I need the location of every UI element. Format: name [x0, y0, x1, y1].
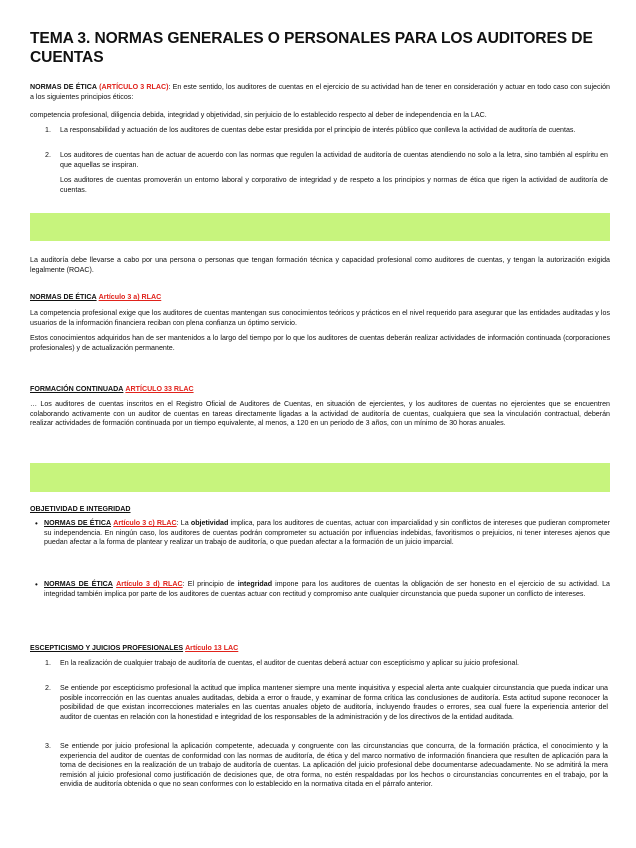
training-heading-ref: ARTÍCULO 33 RLAC	[125, 385, 194, 393]
intro-item-2-text: Los auditores de cuentas han de actuar de acuerdo con las normas que regulen la actividad de auditoría de cuentas atendiendo no solo a la letra, sino también al espíritu en que aquellas se inspiran.	[60, 151, 608, 169]
intro-ref: (ARTÍCULO 3 RLAC)	[99, 83, 169, 91]
objectivity-bullet-1	[44, 519, 610, 548]
ethics-paragraph-1: La competencia profesional exige que los auditores de cuentas mantengan sus conocimientos teóricos y prácticos en el nivel requerido para asegurar que las entidades auditadas y los usuarios de la información financiera reciban con plena confianza un óptimo servicio.	[30, 309, 610, 327]
intro-label: NORMAS DE ÉTICA	[30, 83, 97, 91]
objectivity-bullet-1-label: NORMAS DE ÉTICA	[44, 519, 112, 527]
skepticism-item-1-number: 1.	[45, 659, 51, 667]
intro-item-2-number: 2.	[45, 151, 51, 159]
intro-extra-text: Los auditores de cuentas promoverán un entorno laboral y corporativo de integridad y de respeto a los principios y normas de ética que rigen la actividad de auditoría de cuentas.	[60, 176, 608, 194]
intro-item-1-number: 1.	[45, 126, 51, 134]
bullet-icon: •	[35, 519, 38, 528]
ethics-heading	[30, 293, 610, 303]
objectivity-heading: OBJETIVIDAD E INTEGRIDAD	[30, 505, 131, 513]
training-heading-label: FORMACIÓN CONTINUADA	[30, 385, 124, 393]
objectivity-bullet-2-ref: Artículo 3 d) RLAC	[116, 580, 183, 588]
objectivity-bullet-1-text: implica, para los auditores de cuentas, actuar con imparcialidad y sin conflictos de intereses que pudieran comprometer su independencia. En ningún caso, los auditores de cuentas podrán comprometer su actuación por influencias indebidas, favoritismos o prejuicios, ni tener intereses ajenos que puedan afectar a la forma de plantear y realizar un trabajo de auditoría, o que puedan afectar a la formación de un juicio imparcial.	[44, 519, 610, 547]
training-paragraph: … Los auditores de cuentas inscritos en el Registro Oficial de Auditores de Cuentas, en situación de ejercientes, y los auditores de cuentas no ejercientes que se encuentren colaborando activamente con un auditor de cuentas en tareas directamente ligadas a la actividad de auditoría de cuentas, cualquiera que sea la vinculación contractual, deberán realizar actividades de formación continuada por un tiempo equivalente, al menos, a 120 en un periodo de 3 años, con un mínimo de 30 horas anuales.	[30, 400, 610, 428]
highlight-band	[30, 213, 610, 241]
skepticism-item-2-number: 2.	[45, 684, 51, 692]
bullet-icon: •	[35, 580, 38, 589]
objectivity-bullet-2-text: impone para los auditores de cuentas la obligación de ser honesto en el ejercicio de su actividad. La integridad también implica por parte de los auditores de cuentas actuar con rectitud y compromiso ante cualquier circunstancia que pueda suponer un conflicto de intereses.	[44, 580, 610, 598]
skepticism-item-1-text: En la realización de cualquier trabajo de auditoría de cuentas, el auditor de cuentas deberá actuar con escepticismo y aplicar su juicio profesional.	[60, 659, 520, 667]
highlight-band	[30, 463, 610, 492]
objectivity-bullet-2-key: integridad	[237, 580, 273, 588]
ethics-heading-ref: Artículo 3 a) RLAC	[98, 293, 162, 301]
ethics-paragraph-2: Estos conocimientos adquiridos han de ser mantenidos a lo largo del tiempo por lo que los auditores de cuentas deberán realizar actividades de información continuada (corporaciones profesionales) y de actualización permanente.	[30, 334, 610, 352]
training-heading	[30, 385, 610, 395]
objectivity-bullet-1-key: objetividad	[190, 519, 229, 527]
intro-principles: competencia profesional, diligencia debida, integridad y objetividad, sin perjuicio de lo establecido respecto al deber de independencia en la LAC.	[30, 111, 487, 119]
skepticism-heading	[30, 644, 610, 654]
ethics-heading-label: NORMAS DE ÉTICA	[30, 293, 97, 301]
skepticism-heading-label: ESCEPTICISMO Y JUICIOS PROFESIONALES	[30, 644, 184, 652]
intro-paragraph	[30, 83, 610, 102]
objectivity-bullet-2-sep: : El principio de	[182, 580, 238, 588]
audit-paragraph: La auditoría debe llevarse a cabo por una persona o personas que tengan formación técnica y capacidad profesional como auditores de cuentas, y tengan la autorización exigida legalmente (ROAC).	[30, 256, 610, 274]
page-title: TEMA 3. NORMAS GENERALES O PERSONALES PARA LOS AUDITORES DE CUENTAS	[30, 30, 593, 66]
objectivity-bullet-1-sep: : La	[176, 519, 191, 527]
skepticism-heading-ref: Artículo 13 LAC	[185, 644, 239, 652]
skepticism-item-3-text: Se entiende por juicio profesional la aplicación competente, adecuada y congruente con las circunstancias que concurra, de la formación práctica, el conocimiento y la experiencia del auditor de cuentas de conformidad con las normas de auditoría, de ética y del marco normativo de información financiera que resulten de aplicación para la toma de decisiones en la realización de un trabajo de auditoría de cuentas. La aplicación del juicio profesional debe documentarse adecuadamente. No se admitirá la mera remisión al juicio profesional como justificación de decisiones que, de otra forma, no estén respaldadas por los hechos o circunstancias concurrentes en el trabajo, por la envidia de auditoría obtenida o que no sean conformes con lo establecido en la normativa citada en el párrafo anterior.	[60, 742, 608, 789]
objectivity-bullet-2-label: NORMAS DE ÉTICA	[44, 580, 113, 588]
objectivity-bullet-1-ref: Artículo 3 c) RLAC	[113, 519, 177, 527]
intro-text: : En este sentido, los auditores de cuentas en el ejercicio de su actividad han de tener en consideración y actuar en todo caso con sujeción a los siguientes principios éticos:	[30, 83, 610, 101]
intro-item-1-text: La responsabilidad y actuación de los auditores de cuentas debe estar presidida por el principio de interés público que conlleva la actividad de auditoría de cuentas.	[60, 126, 576, 134]
skepticism-item-3-number: 3.	[45, 742, 51, 750]
skepticism-item-2-text: Se entiende por escepticismo profesional la actitud que implica mantener siempre una mente inquisitiva y especial alerta ante cualquier circunstancia que pueda indicar una posible incorrección en las cuentas anuales auditadas, debida a error o fraude, y examinar de forma crítica las conclusiones de auditoría. Esta actitud supone reconocer la posibilidad de que existan incorrecciones materiales en las cuentas anuales objeto de auditoría, incluyendo fraudes o errores, sea cual fuere la experiencia anterior del auditor de cuentas en relación con la honestidad e integridad de los responsables de la administración y de los directivos de la entidad auditada.	[60, 684, 608, 721]
objectivity-bullet-2	[44, 580, 610, 599]
